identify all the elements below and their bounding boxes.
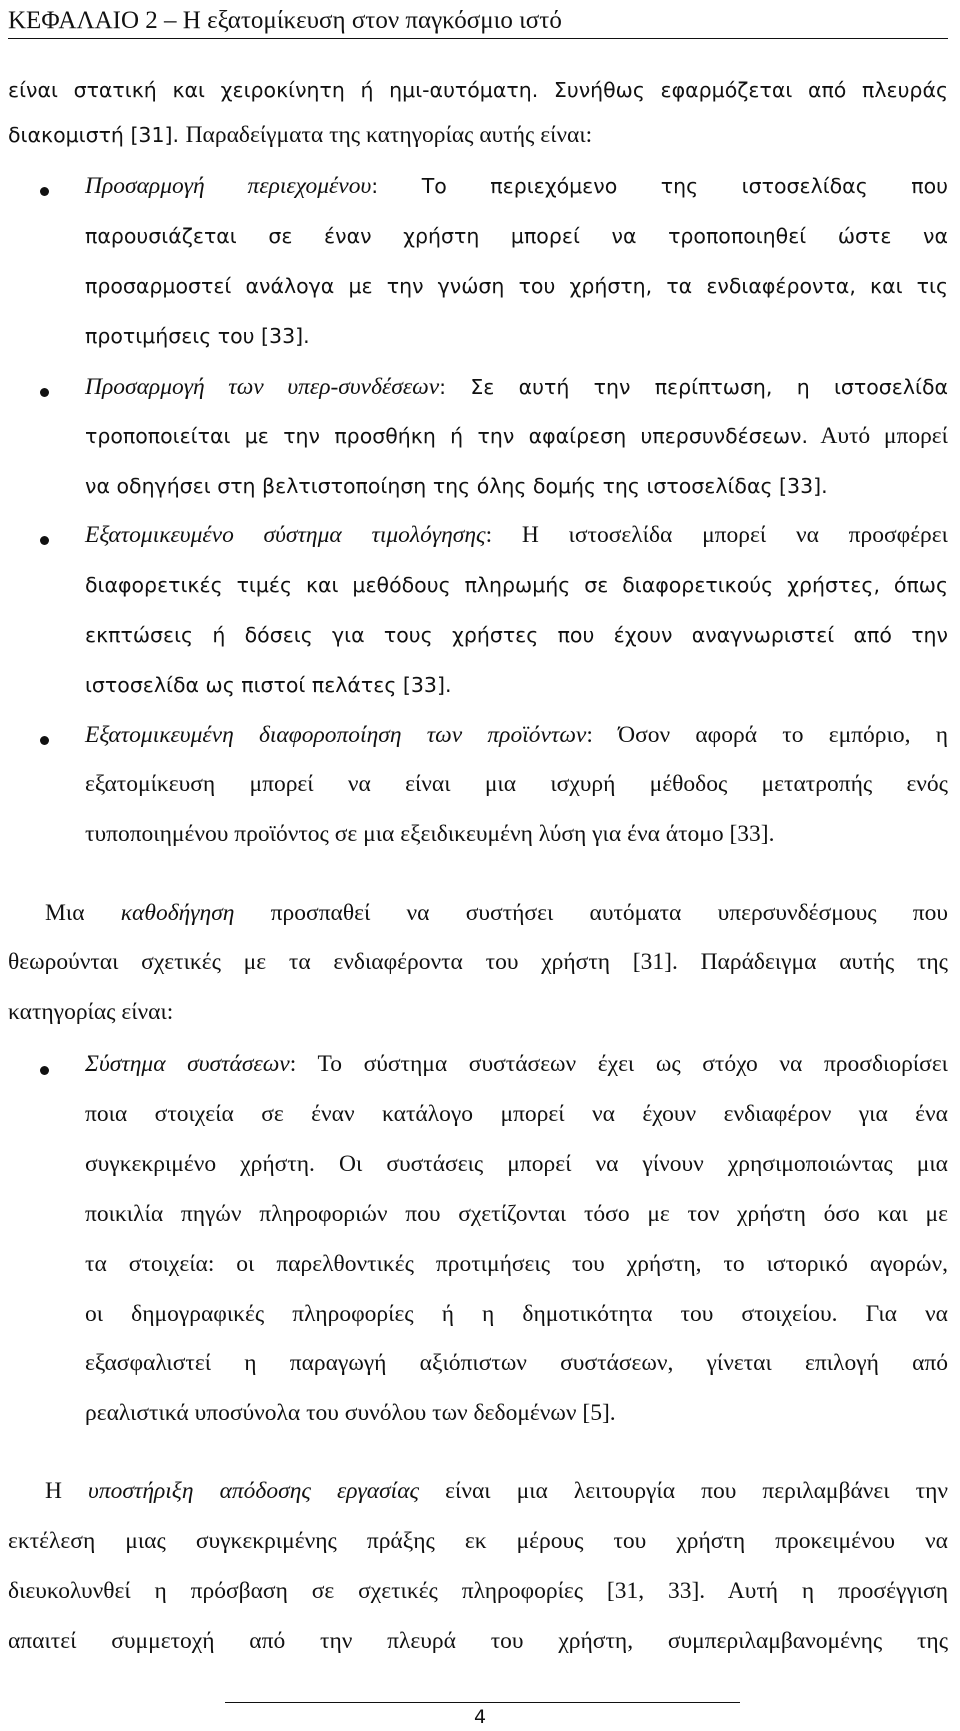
text-line: να οδηγήσει στη βελτιστοποίηση της όλης δομής της ιστοσελίδας [33]. xyxy=(85,474,828,498)
text-line: ποια στοιχεία σε έναν κατάλογο μπορεί να έχουν ενδιαφέρον για ένα xyxy=(85,1101,948,1127)
text-line: ιστοσελίδα ως πιστοί πελάτες [33]. xyxy=(85,673,452,697)
text-line: διακομιστή [31]. Παραδείγματα της κατηγορίας αυτής είναι: xyxy=(8,122,593,148)
chapter-header: ΚΕΦΑΛΑΙΟ 2 – Η εξατομίκευση στον παγκόσμιο ιστό xyxy=(8,6,948,39)
text-line: οι δημογραφικές πληροφορίες ή η δημοτικότητα του στοιχείου. Για να xyxy=(85,1301,948,1327)
text-line: τα στοιχεία: οι παρελθοντικές προτιμήσεις του χρήστη, το ιστορικό αγορών, xyxy=(85,1251,948,1277)
text-line: είναι στατική και χειροκίνητη ή ημι-αυτόματη. Συνήθως εφαρμόζεται από πλευράς xyxy=(8,78,948,102)
bullet-icon xyxy=(40,187,49,196)
text-line: Μια καθοδήγηση προσπαθεί να συστήσει αυτόματα υπερσυνδέσμους που xyxy=(45,900,949,926)
text-line: προτιμήσεις του [33]. xyxy=(85,324,310,348)
text-line: θεωρούνται σχετικές με τα ενδιαφέροντα του χρήστη [31]. Παράδειγμα αυτής της xyxy=(8,949,948,975)
bullet-item-line: Προσαρμογή περιεχομένου: Το περιεχόμενο της ιστοσελίδας που xyxy=(85,173,948,199)
text-line: διαφορετικές τιμές και μεθόδους πληρωμής σε διαφορετικούς χρήστες, όπως xyxy=(85,573,948,597)
bullet-icon xyxy=(40,736,49,745)
text-line: ρεαλιστικά υποσύνολα του συνόλου των δεδομένων [5]. xyxy=(85,1400,616,1426)
text-line: παρουσιάζεται σε έναν χρήστη μπορεί να τροποποιηθεί ώστε να xyxy=(85,224,948,248)
text-line: απαιτεί συμμετοχή από την πλευρά του χρήστη, συμπεριλαμβανομένης της xyxy=(8,1628,948,1654)
bullet-item-line: Σύστημα συστάσεων: Το σύστημα συστάσεων έχει ως στόχο να προσδιορίσει xyxy=(85,1051,949,1077)
text-line: διευκολυνθεί η πρόσβαση σε σχετικές πληροφορίες [31, 33]. Αυτή η προσέγγιση xyxy=(8,1578,948,1604)
text-line: συγκεκριμένο χρήστη. Οι συστάσεις μπορεί να γίνουν χρησιμοποιώντας μια xyxy=(85,1151,948,1177)
text-line: ποικιλία πηγών πληροφοριών που σχετίζονται τόσο με τον χρήστη όσο και με xyxy=(85,1201,948,1227)
bullet-icon xyxy=(40,388,49,397)
text-line: τυποποιημένου προϊόντος σε μια εξειδικευμένη λύση για ένα άτομο [33]. xyxy=(85,821,775,847)
bullet-item-line: Εξατομικευμένη διαφοροποίηση των προϊόντων: Όσον αφορά το εμπόριο, η xyxy=(85,722,948,748)
text-line: εξατομίκευση μπορεί να είναι μια ισχυρή μέθοδος μετατροπής ενός xyxy=(85,771,948,797)
bullet-item-line: Εξατομικευμένο σύστημα τιμολόγησης: Η ιστοσελίδα μπορεί να προσφέρει xyxy=(85,522,948,548)
text-line: Η υποστήριξη απόδοσης εργασίας είναι μια λειτουργία που περιλαμβάνει την xyxy=(45,1478,948,1504)
footer-rule xyxy=(225,1702,740,1703)
bullet-icon xyxy=(40,536,49,545)
bullet-icon xyxy=(40,1066,49,1075)
text-line: εκτέλεση μιας συγκεκριμένης πράξης εκ μέρους του χρήστη προκειμένου να xyxy=(8,1528,948,1554)
text-line: προσαρμοστεί ανάλογα με την γνώση του χρήστη, τα ενδιαφέροντα, και τις xyxy=(85,274,948,298)
bullet-item-line: Προσαρμογή των υπερ-συνδέσεων: Σε αυτή την περίπτωση, η ιστοσελίδα xyxy=(85,374,949,400)
text-line: εκπτώσεις ή δόσεις για τους χρήστες που έχουν αναγνωριστεί από την xyxy=(85,623,948,647)
text-line: τροποποιείται με την προσθήκη ή την αφαίρεση υπερσυνδέσεων. Αυτό μπορεί xyxy=(85,423,948,449)
text-line: εξασφαλιστεί η παραγωγή αξιόπιστων συστάσεων, γίνεται επιλογή από xyxy=(85,1350,948,1376)
page-number: 4 xyxy=(473,1706,487,1728)
text-line: κατηγορίας είναι: xyxy=(8,999,174,1025)
